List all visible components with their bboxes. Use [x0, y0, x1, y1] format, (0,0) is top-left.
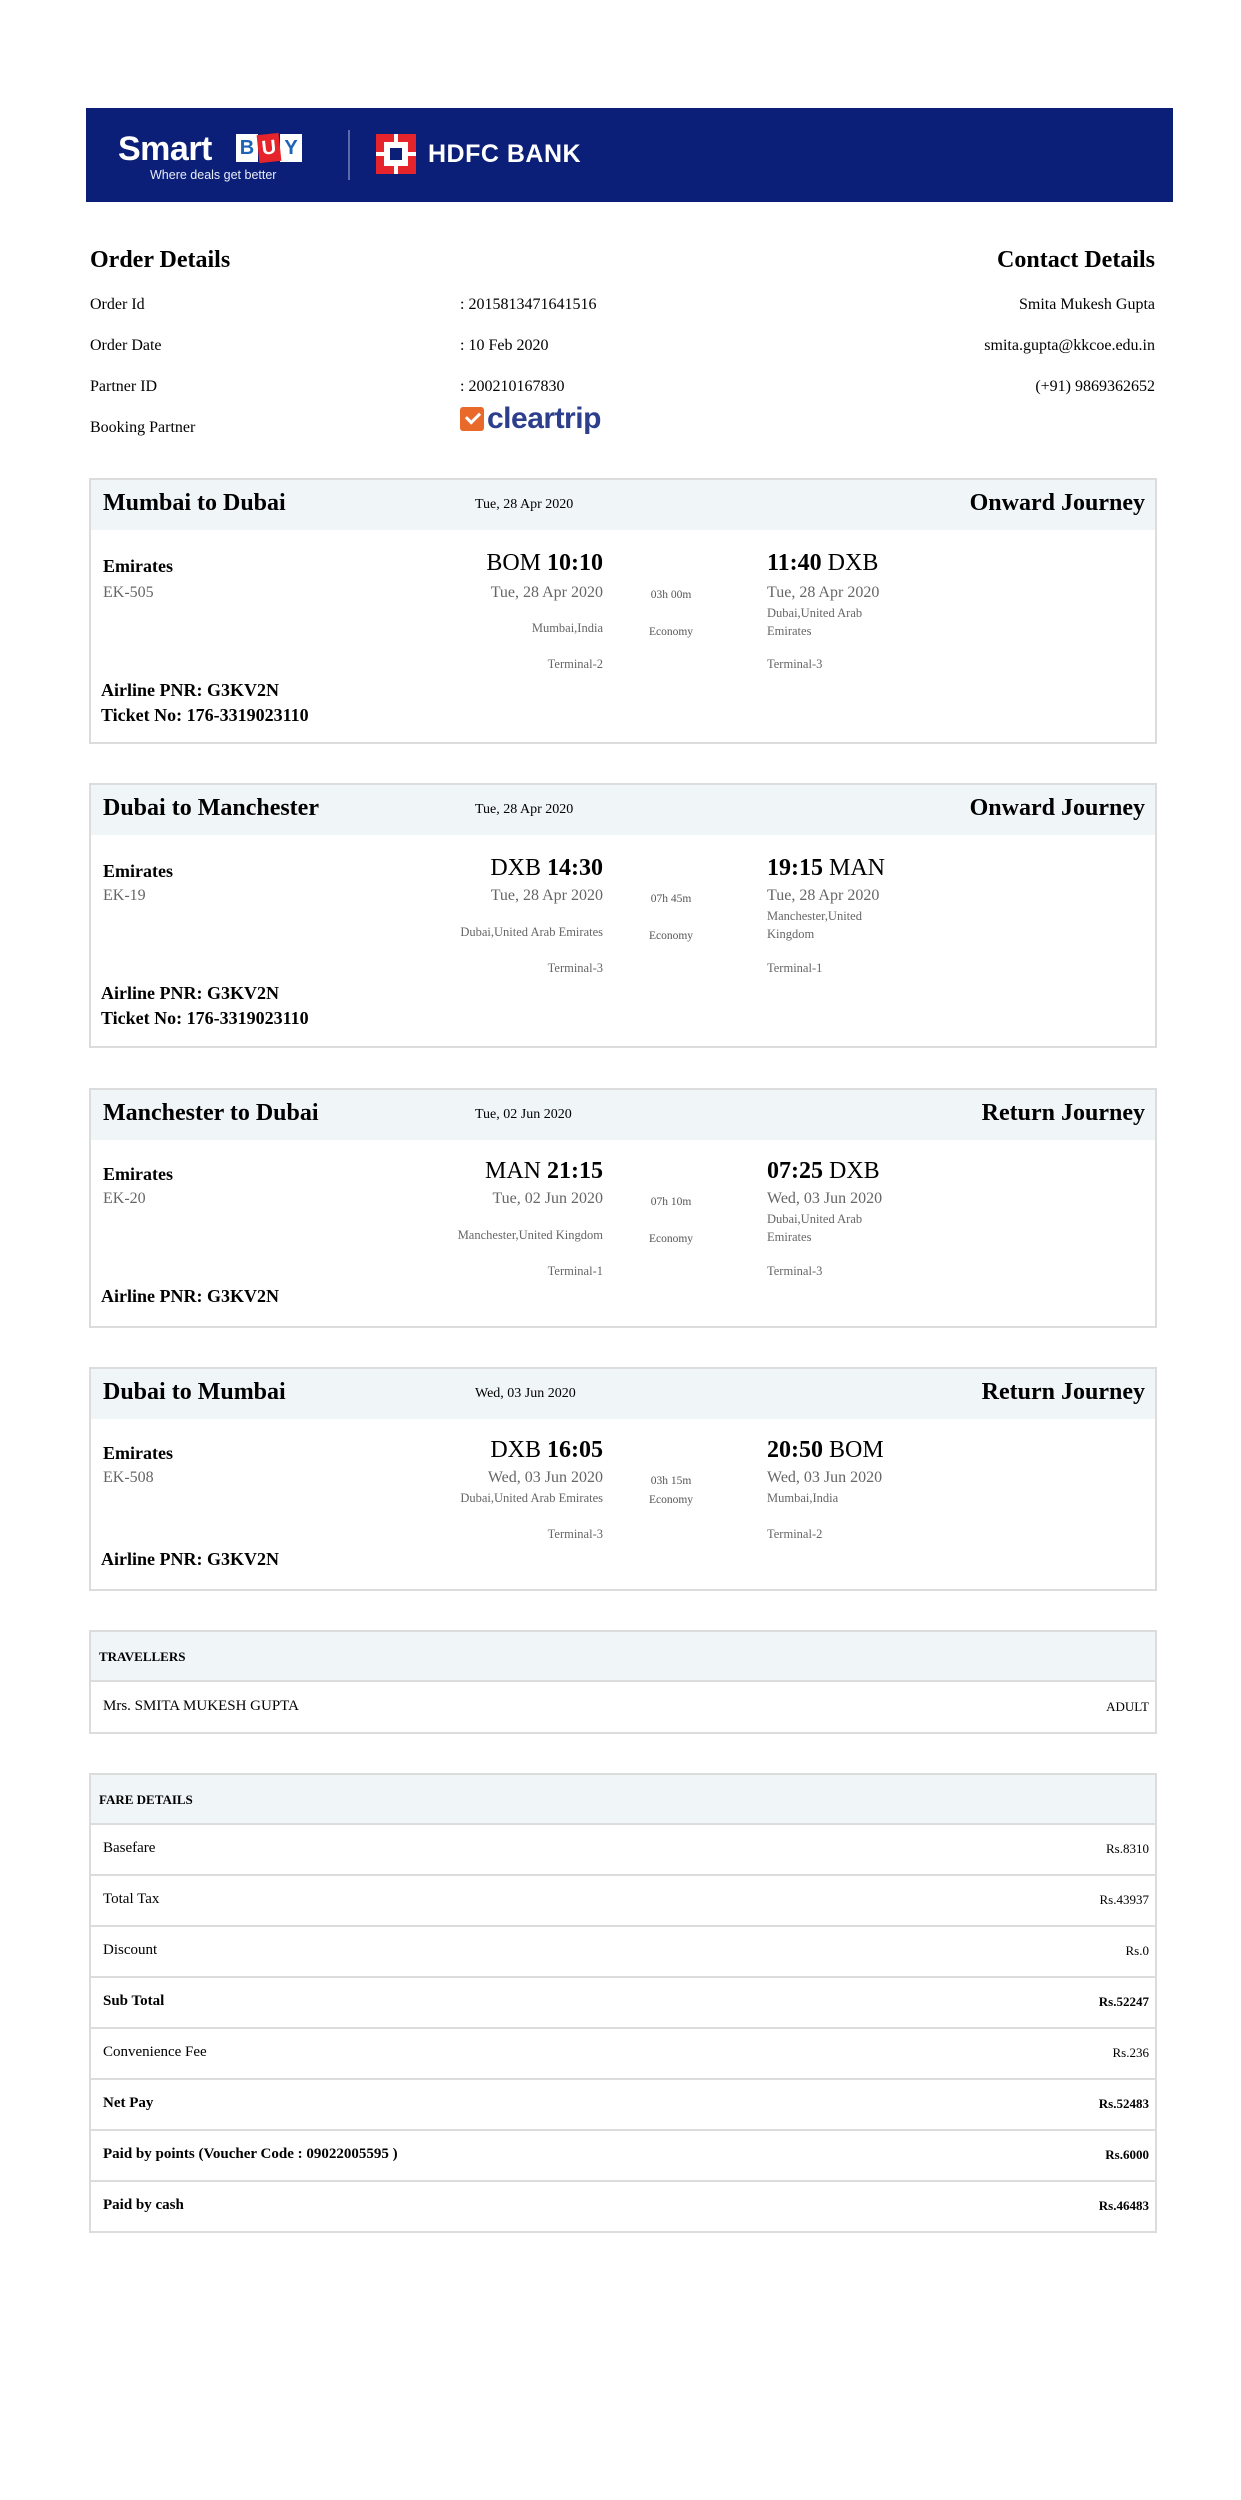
travellers-header [91, 1632, 1155, 1682]
fare-label: Discount [103, 1942, 158, 1958]
arrival-city: Mumbai,India [767, 1491, 839, 1505]
fare-row-discount [91, 1927, 1155, 1978]
departure-date: Wed, 03 Jun 2020 [487, 1469, 603, 1486]
shopping-bag-icon: B U Y [236, 134, 302, 164]
airline-name: Emirates [103, 861, 173, 881]
departure-time: DXB 16:05 [490, 1437, 603, 1463]
fare-label: Paid by points (Voucher Code : 09022005595 ) [103, 2146, 398, 2162]
fare-label: Net Pay [103, 2095, 154, 2111]
flight-duration: 07h 10m [650, 1196, 692, 1208]
booking-partner-label: Booking Partner [90, 419, 196, 436]
airline-name: Emirates [103, 1164, 173, 1184]
arrival-date: Wed, 03 Jun 2020 [767, 1190, 883, 1207]
flight-duration: 03h 00m [650, 589, 692, 601]
fare-value: Rs.8310 [1106, 1841, 1149, 1856]
contact-details-title: Contact Details [997, 247, 1155, 273]
route-title: Mumbai to Dubai [103, 490, 286, 516]
flight-card [89, 478, 1157, 744]
airline-pnr: Airline PNR: G3KV2N [101, 983, 279, 1003]
arrival-date: Wed, 03 Jun 2020 [767, 1469, 883, 1486]
journey-type: Return Journey [981, 1100, 1145, 1126]
ticket-number: Ticket No: 176-3319023110 [101, 1008, 309, 1028]
departure-city: Manchester,United Kingdom [457, 1228, 603, 1242]
fare-label: Paid by cash [103, 2197, 184, 2213]
arrival-city: Manchester,United Kingdom [767, 909, 862, 941]
arrival-city: Dubai,United Arab Emirates [767, 1212, 863, 1244]
journey-type: Onward Journey [969, 490, 1145, 516]
route-title: Manchester to Dubai [103, 1100, 319, 1126]
fare-value: Rs.52483 [1098, 2096, 1149, 2111]
arrival-terminal: Terminal-1 [767, 961, 823, 975]
header-banner [86, 108, 1173, 202]
arrival-terminal: Terminal-3 [767, 657, 823, 671]
arrival-terminal: Terminal-2 [767, 1527, 823, 1541]
journey-type: Return Journey [981, 1379, 1145, 1405]
airline-name: Emirates [103, 556, 173, 576]
cabin-class: Economy [648, 1233, 694, 1245]
traveller-name: Mrs. SMITA MUKESH GUPTA [103, 1698, 299, 1714]
flight-card [89, 1088, 1157, 1328]
contact-name: Smita Mukesh Gupta [1019, 296, 1155, 313]
fare-details-table [89, 1773, 1157, 2233]
order-id-value: : 2015813471641516 [460, 296, 597, 313]
departure-time: BOM 10:10 [486, 550, 603, 576]
ticket-number: Ticket No: 176-3319023110 [101, 705, 309, 725]
fare-row-basefare [91, 1825, 1155, 1876]
flight-number: EK-19 [103, 887, 146, 904]
fare-row-paid-by-cash [91, 2182, 1155, 2233]
arrival-time: 20:50 BOM [767, 1437, 884, 1463]
smartbuy-tagline: Where deals get better [150, 168, 277, 182]
order-date-label: Order Date [90, 337, 162, 354]
cabin-class: Economy [648, 1494, 694, 1506]
airline-name: Emirates [103, 1443, 173, 1463]
arrival-time: 07:25 DXB [767, 1158, 880, 1184]
arrival-time: 19:15 MAN [767, 855, 886, 881]
cabin-class: Economy [648, 626, 694, 638]
fare-value: Rs.6000 [1105, 2147, 1149, 2162]
fare-details-title: FARE DETAILS [99, 1792, 193, 1807]
departure-date: Tue, 28 Apr 2020 [490, 887, 603, 904]
fare-label: Convenience Fee [103, 2044, 207, 2060]
departure-time: DXB 14:30 [490, 855, 603, 881]
fare-value: Rs.43937 [1099, 1892, 1149, 1907]
arrival-city: Dubai,United Arab Emirates [767, 606, 863, 638]
flight-card [89, 1367, 1157, 1591]
journey-date: Tue, 28 Apr 2020 [475, 802, 574, 817]
fare-value: Rs.236 [1112, 2045, 1149, 2060]
fare-value: Rs.46483 [1098, 2198, 1149, 2213]
smartbuy-wordmark: Smart [118, 130, 212, 168]
airline-pnr: Airline PNR: G3KV2N [101, 1549, 279, 1569]
traveller-row [91, 1682, 1155, 1734]
flight-card-header [91, 1090, 1155, 1140]
contact-phone: (+91) 9869362652 [1035, 378, 1155, 395]
flight-duration: 07h 45m [650, 893, 692, 905]
checkmark-icon [460, 407, 484, 431]
route-title: Dubai to Manchester [103, 795, 319, 821]
journey-date: Tue, 28 Apr 2020 [475, 497, 574, 512]
airline-pnr: Airline PNR: G3KV2N [101, 680, 279, 700]
smartbuy-logo [118, 126, 328, 186]
departure-terminal: Terminal-2 [547, 657, 603, 671]
hdfc-bank-icon [376, 134, 416, 174]
arrival-terminal: Terminal-3 [767, 1264, 823, 1278]
fare-row-sub-total [91, 1978, 1155, 2029]
partner-id-label: Partner ID [90, 378, 158, 395]
airline-pnr: Airline PNR: G3KV2N [101, 1286, 279, 1306]
fare-label: Basefare [103, 1840, 156, 1856]
travellers-table [89, 1630, 1157, 1734]
journey-date: Wed, 03 Jun 2020 [475, 1386, 576, 1401]
departure-city: Mumbai,India [531, 621, 603, 635]
cleartrip-logo [460, 404, 601, 434]
departure-terminal: Terminal-1 [547, 1264, 603, 1278]
departure-terminal: Terminal-3 [547, 1527, 603, 1541]
travellers-title: TRAVELLERS [99, 1649, 186, 1664]
order-date-value: : 10 Feb 2020 [460, 337, 549, 354]
traveller-type: ADULT [1106, 1699, 1149, 1714]
bank-name: HDFC BANK [428, 139, 582, 168]
fare-row-paid-by-points [91, 2131, 1155, 2182]
hdfc-bank-logo [376, 134, 581, 174]
flight-number: EK-20 [103, 1190, 146, 1207]
departure-city: Dubai,United Arab Emirates [460, 925, 603, 939]
route-title: Dubai to Mumbai [103, 1379, 286, 1405]
arrival-date: Tue, 28 Apr 2020 [767, 584, 880, 601]
fare-label: Total Tax [103, 1891, 160, 1907]
departure-terminal: Terminal-3 [547, 961, 603, 975]
flight-card [89, 783, 1157, 1048]
order-id-label: Order Id [90, 296, 145, 313]
fare-row-net-pay [91, 2080, 1155, 2131]
order-details-title: Order Details [90, 247, 231, 273]
fare-label: Sub Total [103, 1993, 165, 2009]
fare-row-convenience-fee [91, 2029, 1155, 2080]
flight-card-header [91, 480, 1155, 530]
cabin-class: Economy [648, 930, 694, 942]
arrival-time: 11:40 DXB [767, 550, 879, 576]
fare-details-header [91, 1775, 1155, 1825]
flight-number: EK-508 [103, 1469, 154, 1486]
arrival-date: Tue, 28 Apr 2020 [767, 887, 880, 904]
flight-card-header [91, 785, 1155, 835]
banner-divider [348, 130, 350, 180]
departure-time: MAN 21:15 [484, 1158, 603, 1184]
contact-email: smita.gupta@kkcoe.edu.in [984, 337, 1155, 354]
departure-date: Tue, 02 Jun 2020 [492, 1190, 603, 1207]
flight-card-header [91, 1369, 1155, 1419]
fare-row-total-tax [91, 1876, 1155, 1927]
flight-duration: 03h 15m [650, 1475, 692, 1487]
journey-type: Onward Journey [969, 795, 1145, 821]
fare-value: Rs.0 [1125, 1943, 1149, 1958]
departure-city: Dubai,United Arab Emirates [460, 1491, 603, 1505]
departure-date: Tue, 28 Apr 2020 [490, 584, 603, 601]
flight-number: EK-505 [103, 584, 154, 601]
booking-partner-value: cleartrip [487, 402, 601, 435]
partner-id-value: : 200210167830 [460, 378, 565, 395]
journey-date: Tue, 02 Jun 2020 [475, 1107, 572, 1122]
fare-value: Rs.52247 [1098, 1994, 1149, 2009]
